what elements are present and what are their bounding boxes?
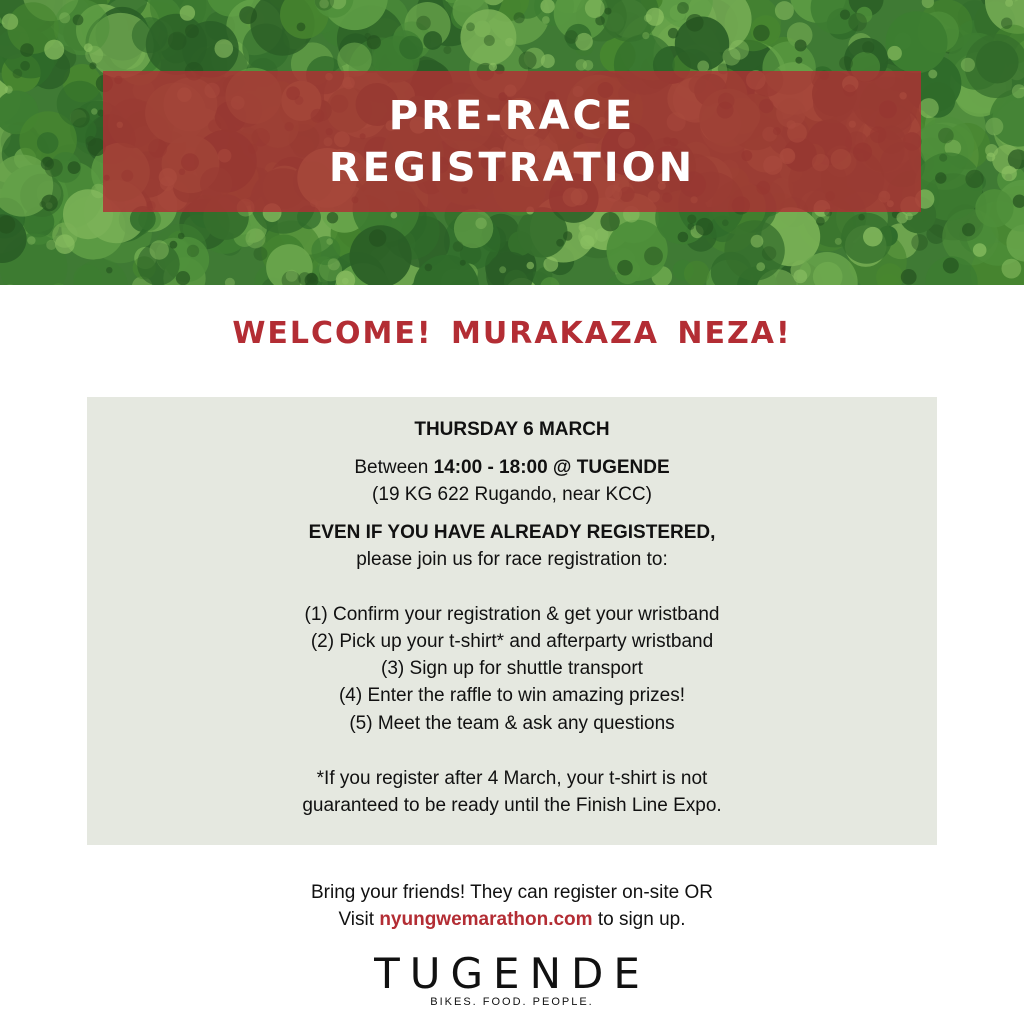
leaf-highlight (729, 40, 749, 60)
step-item: (3) Sign up for shuttle transport (381, 658, 643, 679)
leaf-highlight (180, 5, 195, 20)
leaf-highlight (600, 212, 619, 231)
leaf-highlight (775, 1, 794, 20)
leaf-highlight (897, 212, 908, 223)
visit-suffix: to sign up. (592, 909, 686, 930)
leaf-highlight (460, 260, 466, 266)
leaf-highlight (541, 54, 555, 68)
leaf-highlight (962, 223, 975, 236)
leaf-highlight (42, 157, 52, 167)
leaf-highlight (848, 13, 867, 32)
leaf-highlight (176, 271, 190, 285)
leaf-highlight (327, 212, 338, 223)
leaf-highlight (564, 30, 578, 44)
leaf-highlight (840, 10, 850, 20)
leaf-highlight (563, 231, 572, 240)
leaf-highlight (677, 2, 689, 14)
leaf-highlight (367, 35, 381, 49)
leaf-highlight (579, 224, 587, 232)
leaf-highlight (475, 218, 486, 229)
leaf-highlight (986, 153, 995, 162)
leaf-highlight (150, 240, 169, 259)
event-time-line (87, 457, 937, 479)
leaf-highlight (1002, 259, 1022, 279)
leaf-highlight (519, 51, 537, 69)
leaf-highlight (617, 260, 633, 276)
leaf-highlight (68, 161, 81, 174)
leaf-highlight (328, 258, 340, 270)
leaf-highlight (44, 40, 64, 60)
leaf-highlight (644, 247, 663, 266)
leaf-highlight (254, 247, 268, 261)
leaf-highlight (13, 69, 23, 79)
leaf-highlight (556, 239, 564, 247)
leaf-highlight (722, 220, 729, 227)
tshirt-footnote-line-2: guaranteed to be ready until the Finish Line Expo. (302, 795, 722, 816)
leaf-highlight (901, 269, 917, 285)
leaf-highlight (342, 278, 349, 285)
leaf-highlight (89, 62, 96, 69)
leaf-highlight (543, 257, 558, 272)
leaf-highlight (443, 46, 451, 54)
leaf-highlight (489, 63, 497, 71)
tree-crown (975, 189, 1013, 227)
leaf-highlight (686, 14, 704, 32)
leaf-highlight (425, 264, 433, 272)
registration-intro: please join us for race registration to: (356, 549, 668, 570)
leaf-highlight (46, 240, 56, 250)
welcome-heading: WELCOME! MURAKAZA NEZA! (232, 316, 792, 351)
leaf-highlight (762, 246, 776, 260)
leaf-highlight (642, 32, 649, 39)
leaf-highlight (20, 43, 34, 57)
leaf-highlight (793, 270, 807, 284)
leaf-highlight (939, 154, 947, 162)
step-item: (1) Confirm your registration & get your wristband (304, 604, 720, 625)
time-prefix: Between (354, 457, 434, 478)
leaf-highlight (839, 56, 853, 70)
leaf-highlight (678, 232, 689, 243)
title-banner (103, 71, 921, 212)
step-item: (4) Enter the raffle to win amazing prizes! (338, 685, 686, 706)
visit-prefix: Visit (338, 909, 380, 930)
leaf-highlight (466, 22, 475, 31)
tree-crown (399, 36, 423, 60)
logo-tagline: BIKES. FOOD. PEOPLE. (430, 996, 594, 1008)
leaf-highlight (297, 23, 306, 32)
leaf-highlight (646, 8, 664, 26)
leaf-highlight (858, 214, 865, 221)
leaf-highlight (215, 39, 234, 58)
leaf-highlight (185, 24, 199, 38)
leaf-highlight (751, 235, 764, 248)
leaf-highlight (911, 234, 928, 251)
forest-canopy-image (0, 0, 1024, 285)
leaf-highlight (2, 14, 18, 30)
tree-crown (423, 31, 442, 50)
leaf-highlight (391, 212, 398, 219)
tshirt-footnote-line-1: *If you register after 4 March, your t-shirt is not (316, 768, 708, 789)
leaf-highlight (187, 245, 199, 257)
leaf-highlight (687, 215, 696, 224)
event-date: THURSDAY 6 MARCH (414, 419, 610, 440)
tree-crown (886, 11, 948, 73)
leaf-highlight (696, 218, 714, 236)
leaf-highlight (326, 238, 333, 245)
leaf-highlight (239, 6, 257, 24)
event-time: 14:00 - 18:00 @ TUGENDE (433, 457, 670, 478)
leaf-highlight (73, 15, 84, 26)
leaf-highlight (416, 16, 431, 31)
leaf-highlight (756, 262, 765, 271)
leaf-highlight (943, 258, 959, 274)
leaf-highlight (499, 266, 506, 273)
leaf-highlight (246, 228, 266, 248)
leaf-highlight (688, 223, 695, 230)
leaf-highlight (27, 236, 35, 244)
leaf-highlight (1001, 18, 1012, 29)
leaf-highlight (106, 267, 112, 273)
leaf-highlight (961, 58, 975, 72)
leaf-highlight (986, 118, 1004, 136)
leaf-highlight (795, 57, 802, 64)
banner-title-line-1: PRE-RACE (388, 92, 636, 139)
leaf-highlight (973, 243, 987, 257)
leaf-highlight (795, 40, 807, 52)
leaf-highlight (542, 16, 550, 24)
leaf-highlight (527, 262, 535, 270)
tugende-logo: TUGENDE (374, 949, 650, 998)
banner-title-line-2: REGISTRATION (328, 144, 696, 191)
leaf-highlight (505, 38, 514, 47)
leaf-highlight (484, 35, 495, 46)
leaf-highlight (514, 12, 525, 23)
leaf-highlight (863, 227, 883, 247)
leaf-highlight (935, 172, 946, 183)
leaf-highlight (1002, 166, 1017, 181)
leaf-highlight (369, 229, 386, 246)
registered-notice: EVEN IF YOU HAVE ALREADY REGISTERED, (308, 522, 716, 543)
leaf-highlight (668, 28, 679, 39)
leaf-highlight (55, 234, 75, 254)
leaf-highlight (965, 170, 983, 188)
bring-friends-text: Bring your friends! They can register on-site OR (311, 882, 713, 903)
leaf-highlight (887, 46, 902, 61)
leaf-highlight (59, 12, 70, 23)
leaf-highlight (91, 108, 97, 114)
leaf-highlight (862, 41, 874, 53)
leaf-highlight (576, 59, 587, 70)
leaf-highlight (178, 233, 185, 240)
leaf-highlight (168, 32, 187, 51)
leaf-highlight (170, 241, 178, 249)
leaf-highlight (40, 201, 46, 207)
leaf-highlight (928, 70, 937, 79)
registration-info-box (87, 397, 937, 845)
leaf-highlight (919, 98, 939, 118)
website-link[interactable]: nyungwemarathon.com (379, 909, 593, 930)
leaf-highlight (605, 8, 612, 15)
step-item: (5) Meet the team & ask any questions (349, 713, 675, 734)
leaf-highlight (286, 270, 298, 282)
leaf-highlight (5, 86, 13, 94)
leaf-highlight (85, 46, 103, 64)
leaf-highlight (575, 33, 593, 51)
visit-website-line (0, 909, 1024, 931)
leaf-highlight (20, 61, 30, 71)
leaf-highlight (70, 108, 90, 128)
tree-crown (37, 132, 59, 154)
event-address: (19 KG 622 Rugando, near KCC) (372, 484, 652, 505)
leaf-highlight (453, 241, 464, 252)
leaf-highlight (938, 128, 954, 144)
leaf-highlight (835, 238, 842, 245)
step-item: (2) Pick up your t-shirt* and afterparty wristband (310, 631, 714, 652)
leaf-highlight (816, 217, 825, 226)
leaf-highlight (753, 25, 770, 42)
